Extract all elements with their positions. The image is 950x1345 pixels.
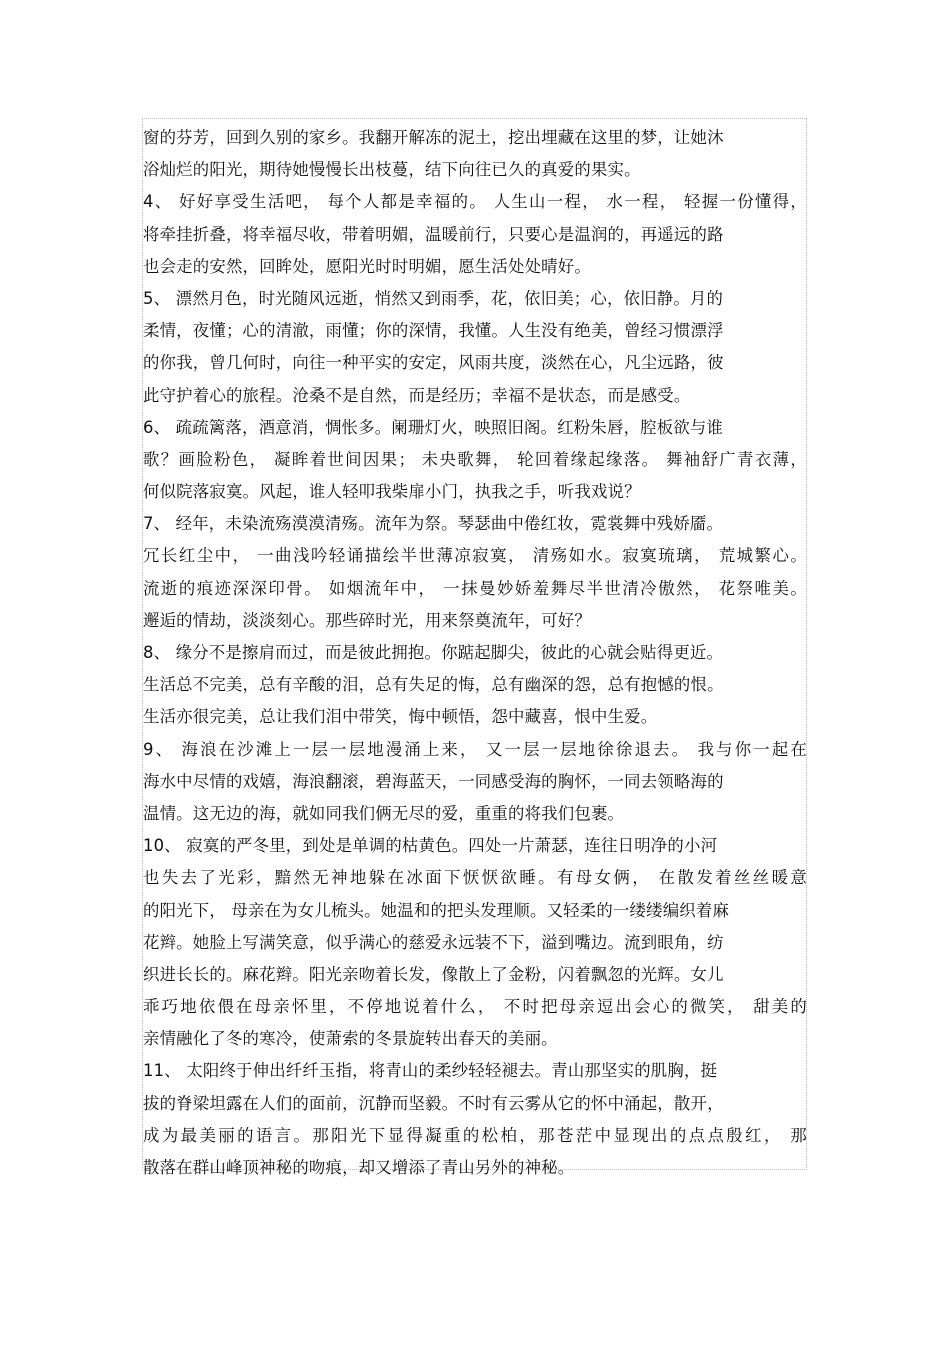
text-line: 邂逅的情劫，淡淡刻心。那些碎时光，用来祭奠流年，可好？ [143,610,591,630]
text-line: 6、 疏疏篱落，酒意消，惆怅多。阑珊灯火，映照旧阁。红粉朱唇，腔板欲与谁 [143,417,724,437]
text-line: 歌？画脸粉色， 凝眸着世间因果； 未央歌舞， 轮回着缘起缘落。 舞袖舒广青衣薄， [143,449,807,469]
text-line: 织进长长的。麻花辫。阳光亲吻着长发，像散上了金粉，闪着飘忽的光辉。女儿 [143,964,724,984]
text-line: 何似院落寂寞。风起，谁人轻叩我柴扉小门，执我之手，听我戏说？ [143,482,641,502]
text-line: 10、 寂寞的严冬里，到处是单调的枯黄色。四处一片萧瑟，连往日明净的小河 [143,836,718,856]
text-line: 5、 漂然月色，时光随风远逝，悄然又到雨季，花，依旧美；心，依旧静。月的 [143,288,724,308]
text-line: 9、 海浪在沙滩上一层一层地漫涌上来， 又一层一层地徐徐退去。 我与你一起在 [143,739,807,759]
text-line: 海水中尽情的戏嬉，海浪翻滚，碧海蓝天，一同感受海的胸怀，一同去领略海的 [143,771,724,791]
text-line: 柔情，夜懂；心的清澈，雨懂；你的深情，我懂。人生没有绝美，曾经习惯漂浮 [143,321,724,341]
text-line: 也失去了光彩，黯然无神地躲在冰面下恹恹欲睡。有母女俩， 在散发着丝丝暖意 [143,868,807,888]
text-line: 拔的脊梁坦露在人们的面前，沉静而坚毅。不时有云雾从它的怀中涌起，散开， [143,1093,724,1113]
text-line: 此守护着心的旅程。沧桑不是自然，而是经历；幸福不是状态，而是感受。 [143,385,691,405]
text-line: 窗的芬芳，回到久别的家乡。我翻开解冻的泥土，挖出埋藏在这里的梦，让她沐 [143,128,724,147]
text-line: 生活亦很完美，总让我们泪中带笑，悔中顿悟，怨中藏喜，恨中生爱。 [143,707,658,727]
text-line: 将牵挂折叠，将幸福尽收，带着明媚，温暖前行，只要心是温润的，再遥远的路 [143,224,724,244]
text-line: 11、 太阳终于伸出纤纤玉指，将青山的柔纱轻轻褪去。青山那坚实的肌胸，挺 [143,1061,718,1081]
text-line: 生活总不完美，总有辛酸的泪，总有失足的悔，总有幽深的怨，总有抱憾的恨。 [143,675,724,695]
text-line: 也会走的安然，回眸处，愿阳光时时明媚，愿生活处处晴好。 [143,256,591,276]
text-line: 7、 经年，未染流殇漠漠清殇。流年为祭。琴瑟曲中倦红妆，霓裳舞中残娇靥。 [143,514,724,534]
text-line: 温情。这无边的海，就如同我们俩无尽的爱，重重的将我们包裹。 [143,803,625,823]
text-line: 亲情融化了冬的寒冷，使萧索的冬景旋转出春天的美丽。 [143,1029,558,1049]
text-line: 花辫。她脸上写满笑意，似乎满心的慈爱永远装不下，溢到嘴边。流到眼角，纺 [143,932,724,952]
text-line: 散落在群山峰顶神秘的吻痕，却又增添了青山另外的神秘。 [143,1158,575,1177]
text-line: 的你我，曾几何时，向往一种平实的安定，风雨共度，淡然在心，凡尘远路，彼 [143,353,724,373]
document-body [143,122,815,1184]
text-line: 4、 好好享受生活吧， 每个人都是幸福的。 人生山一程， 水一程， 轻握一份懂得， [143,192,807,212]
text-line: 冗长红尘中， 一曲浅吟轻诵描绘半世薄凉寂寞， 清殇如水。寂寞琉璃， 荒城繁心。 [143,546,807,566]
text-line: 浴灿烂的阳光，期待她慢慢长出枝蔓，结下向往已久的真爱的果实。 [143,160,641,180]
text-line: 的阳光下， 母亲在为女儿梳头。她温和的把头发理顺。又轻柔的一缕缕编织着麻 [143,900,730,920]
text-line: 8、 缘分不是擦肩而过，而是彼此拥抱。你踮起脚尖，彼此的心就会贴得更近。 [143,643,724,662]
text-line: 成为最美丽的语言。那阳光下显得凝重的松柏，那苍茫中显现出的点点殷红， 那 [143,1125,807,1145]
text-line: 流逝的痕迹深深印骨。 如烟流年中， 一抹曼妙娇羞舞尽半世清冷傲然， 花祭唯美。 [143,578,807,598]
text-line: 乖巧地依偎在母亲怀里，不停地说着什么， 不时把母亲逗出会心的微笑， 甜美的 [143,997,807,1017]
